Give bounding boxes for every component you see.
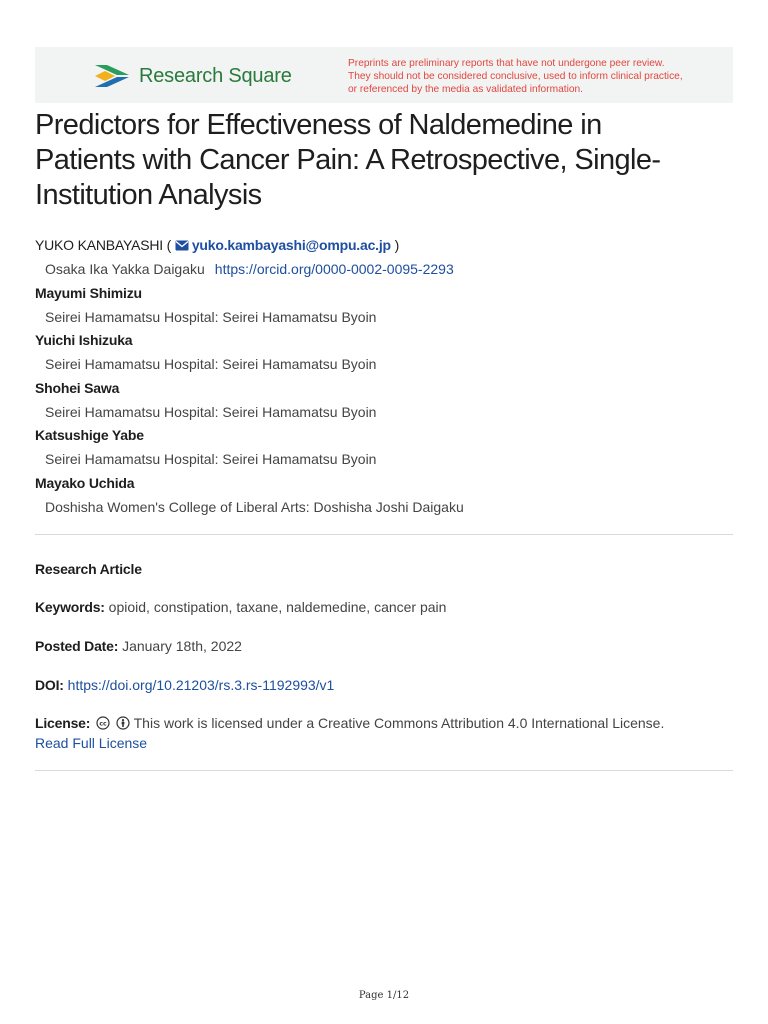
disclaimer-line: Preprints are preliminary reports that have not undergone peer review. bbox=[348, 58, 665, 69]
author-affiliation: Seirei Hamamatsu Hospital: Seirei Hamamatsu Byoin bbox=[45, 403, 377, 420]
keywords-value: opioid, constipation, taxane, naldemedine, cancer pain bbox=[108, 599, 447, 615]
preprint-banner bbox=[35, 47, 733, 103]
title-line: Institution Analysis bbox=[35, 179, 262, 211]
author-email-link[interactable] bbox=[175, 237, 391, 253]
author-entry bbox=[35, 236, 735, 284]
author-email: yuko.kambayashi@ompu.ac.jp bbox=[191, 237, 391, 253]
divider bbox=[35, 770, 733, 771]
by-attribution-icon bbox=[116, 716, 130, 730]
paper-title bbox=[35, 108, 735, 213]
disclaimer-line: They should not be considered conclusive, used to inform clinical practice, bbox=[348, 71, 683, 82]
author-name: Katsushige Yabe bbox=[35, 427, 144, 443]
author-name: Yuichi Ishizuka bbox=[35, 332, 133, 348]
author-affiliation: Doshisha Women's College of Liberal Arts: Doshisha Joshi Daigaku bbox=[45, 498, 464, 515]
author-affiliation-line bbox=[35, 259, 735, 279]
doi-row bbox=[35, 675, 735, 695]
page-number: Page 1/12 bbox=[358, 990, 410, 1001]
doi-link[interactable]: https://doi.org/10.21203/rs.3.rs-1192993/v1 bbox=[67, 677, 335, 693]
disclaimer-line: or referenced by the media as validated information. bbox=[348, 84, 584, 95]
article-type: Research Article bbox=[35, 561, 142, 577]
cc-icon bbox=[96, 716, 110, 730]
svg-text:cc: cc bbox=[99, 720, 107, 728]
read-full-license-link[interactable]: Read Full License bbox=[35, 735, 148, 751]
author-name: Mayako Uchida bbox=[35, 474, 135, 491]
author-name-line: YUKO KANBAYASHI ( yuko.kambayashi@ompu.ac.jp ) bbox=[35, 237, 400, 253]
author-affiliation: Seirei Hamamatsu Hospital: Seirei Hamamatsu Byoin bbox=[45, 308, 377, 325]
research-square-logo[interactable] bbox=[93, 61, 292, 91]
divider bbox=[35, 534, 733, 535]
license-label: License: bbox=[35, 715, 91, 731]
posted-date-row bbox=[35, 636, 735, 656]
keywords-label: Keywords: bbox=[35, 599, 105, 615]
author-affiliation: Osaka Ika Yakka Daigaku bbox=[45, 261, 205, 277]
logo-text: Research Square bbox=[139, 64, 292, 87]
license-row bbox=[35, 713, 735, 753]
envelope-icon bbox=[175, 240, 189, 251]
title-line: Predictors for Effectiveness of Naldemedine in bbox=[35, 109, 602, 141]
author-list bbox=[35, 236, 735, 521]
research-square-logo-icon bbox=[93, 61, 131, 91]
author-entry bbox=[35, 284, 735, 332]
author-name: YUKO KANBAYASHI bbox=[35, 237, 163, 253]
posted-date-label: Posted Date: bbox=[35, 638, 119, 654]
doi-label: DOI: bbox=[35, 677, 64, 693]
author-entry bbox=[35, 331, 735, 379]
author-name: Mayumi Shimizu bbox=[35, 284, 142, 301]
author-name: Shohei Sawa bbox=[35, 379, 120, 396]
posted-date-value: January 18th, 2022 bbox=[122, 638, 242, 654]
author-entry bbox=[35, 379, 735, 427]
author-entry bbox=[35, 474, 735, 522]
preprint-disclaimer bbox=[348, 57, 718, 96]
author-entry bbox=[35, 426, 735, 474]
title-line: Patients with Cancer Pain: A Retrospective, Single- bbox=[35, 144, 661, 176]
license-text: This work is licensed under a Creative Commons Attribution 4.0 International License. bbox=[133, 715, 665, 731]
keywords-row bbox=[35, 597, 735, 617]
orcid-link[interactable]: https://orcid.org/0000-0002-0095-2293 bbox=[214, 261, 454, 277]
author-affiliation: Seirei Hamamatsu Hospital: Seirei Hamamatsu Byoin bbox=[45, 451, 377, 467]
author-affiliation: Seirei Hamamatsu Hospital: Seirei Hamamatsu Byoin bbox=[45, 356, 377, 372]
